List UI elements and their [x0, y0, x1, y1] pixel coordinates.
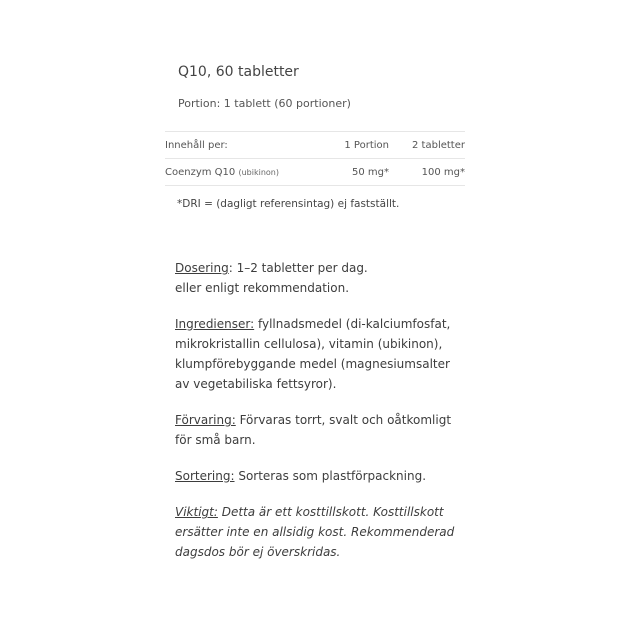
section-viktigt [175, 502, 475, 562]
dosering-line-2: eller enligt rekommendation. [175, 281, 350, 295]
dri-note: *DRI = (dagligt referensintag) ej fastställt. [177, 198, 400, 210]
table-header-row [165, 132, 465, 159]
ingredient-subname: (ubikinon) [238, 167, 279, 177]
ingredienser-line-1: fyllnadsmedel (di-kalciumfosfat, [254, 317, 451, 331]
row-value-two-tablets: 100 mg* [395, 159, 465, 186]
viktigt-line-1: Detta är ett kosttillskott. Kosttillskott [217, 505, 444, 519]
section-ingredienser [175, 314, 475, 394]
product-title: Q10, 60 tabletter [178, 64, 299, 80]
row-value-one-portion: 50 mg* [315, 159, 395, 186]
header-two-tablets: 2 tabletter [395, 132, 465, 159]
ingredienser-key: Ingredienser: [175, 317, 255, 331]
section-sortering [175, 466, 475, 486]
viktigt-line-2: ersätter inte en allsidig kost. Rekommenderad [175, 525, 455, 539]
ingredienser-line-3: klumpförebyggande medel (magnesiumsalter [175, 357, 450, 371]
portion-info: Portion: 1 tablett (60 portioner) [178, 97, 351, 110]
ingredienser-line-2: mikrokristallin cellulosa), vitamin (ubikinon), [175, 337, 443, 351]
viktigt-line-3: dagsdos bör ej överskridas. [175, 545, 341, 559]
info-sections [175, 258, 475, 578]
forvaring-key: Förvaring: [175, 413, 236, 427]
header-content-per: Innehåll per: [165, 132, 315, 159]
sortering-line-1: Sorteras som plastförpackning. [234, 469, 427, 483]
forvaring-line-1: Förvaras torrt, svalt och oåtkomligt [235, 413, 452, 427]
ingredienser-line-4: av vegetabiliska fettsyror). [175, 377, 337, 391]
sortering-key: Sortering: [175, 469, 235, 483]
nutrition-table [165, 131, 465, 186]
table-row [165, 159, 465, 186]
row-name [165, 159, 315, 186]
section-dosering [175, 258, 475, 298]
dosering-key: Dosering [175, 261, 229, 275]
section-forvaring [175, 410, 475, 450]
viktigt-key: Viktigt: [175, 505, 218, 519]
ingredient-name: Coenzym Q10 [165, 166, 236, 178]
dosering-line-1: : 1–2 tabletter per dag. [228, 261, 368, 275]
header-one-portion: 1 Portion [315, 132, 395, 159]
forvaring-line-2: för små barn. [175, 433, 256, 447]
